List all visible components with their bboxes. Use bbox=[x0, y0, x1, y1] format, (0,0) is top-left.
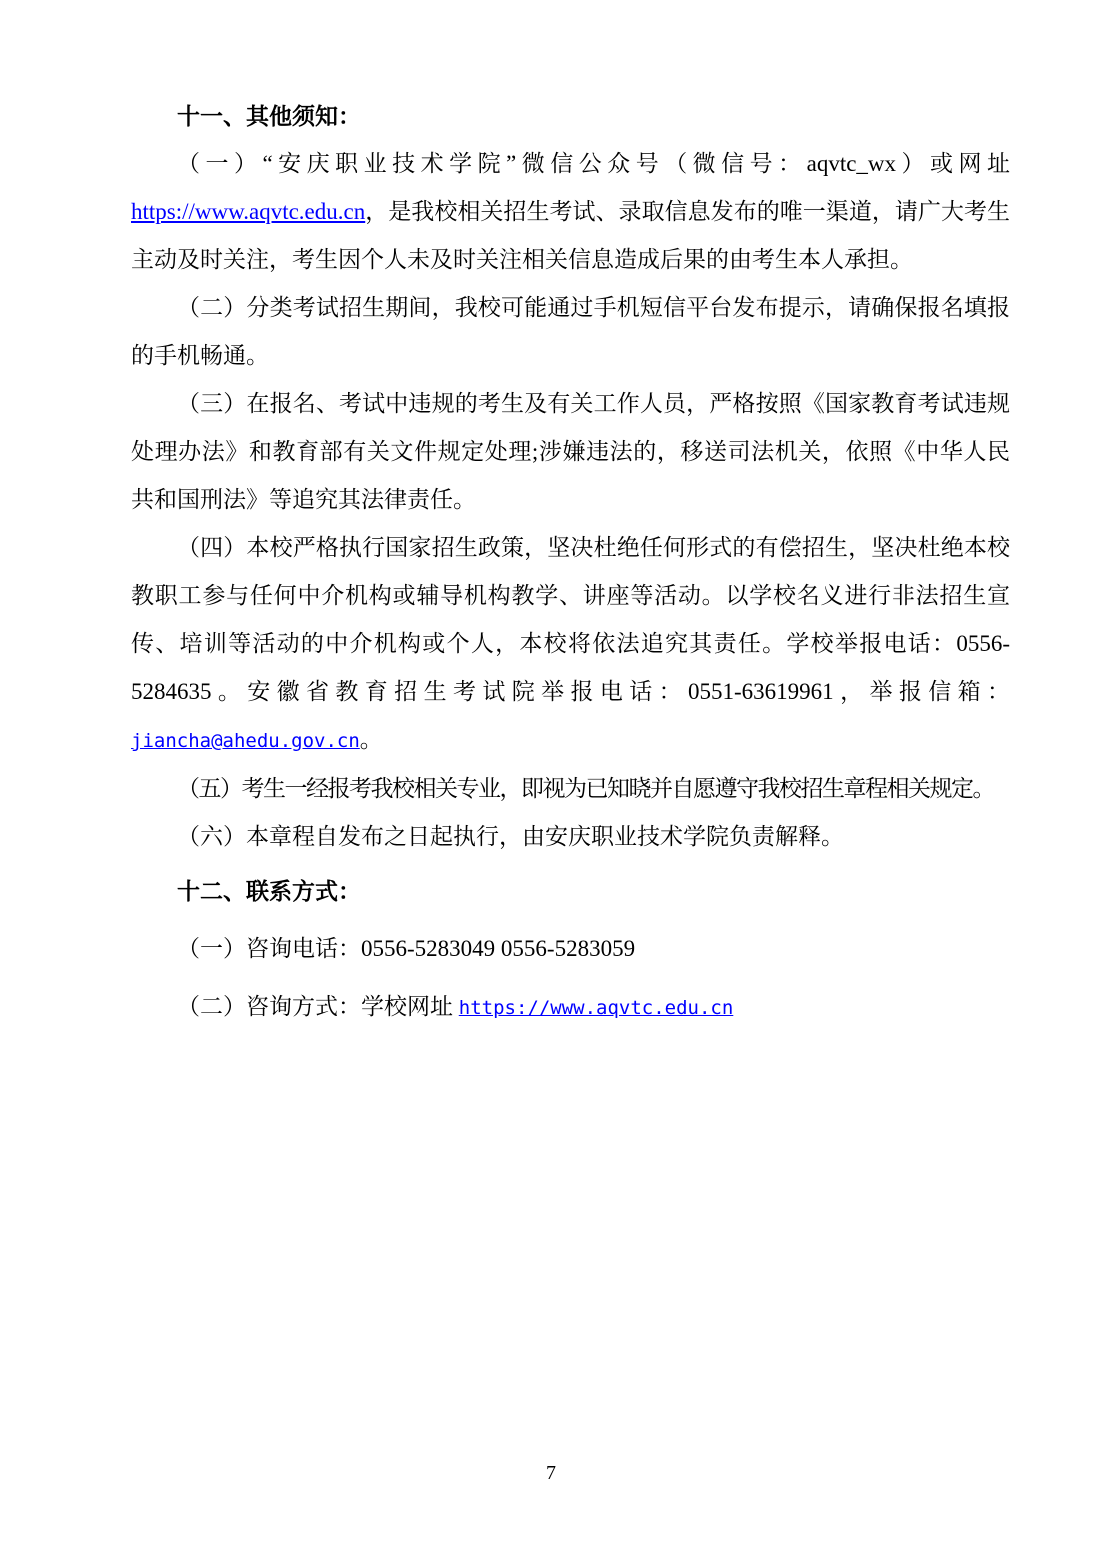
paragraph-violation-handling: （三）在报名、考试中违规的考生及有关工作人员，严格按照《国家教育考试违规处理办法》和教育部有关文件规定处理;涉嫌违法的，移送司法机关，依照《中华人民共和国刑法》等追究其法律责任。 bbox=[131, 391, 1010, 512]
report-email-link[interactable]: jiancha@ahedu.gov.cn bbox=[131, 730, 360, 752]
paragraph-anti-fraud bbox=[131, 524, 1010, 765]
section-heading-contact: 十二、联系方式： bbox=[177, 878, 361, 904]
paragraph-sms-notice: （二）分类考试招生期间，我校可能通过手机短信平台发布提示，请确保报名填报的手机畅通。 bbox=[131, 295, 1010, 368]
paragraph-wechat-channel-text-pre: （一）“安庆职业技术学院”微信公众号（微信号：aqvtc_wx）或网址 bbox=[177, 151, 1010, 176]
section-heading-other-notes: 十一、其他须知： bbox=[177, 103, 361, 129]
contact-website-label: （二）咨询方式：学校网址 bbox=[177, 994, 459, 1019]
document-body bbox=[131, 92, 1010, 1032]
school-website-link[interactable]: https://www.aqvtc.edu.cn bbox=[131, 199, 366, 224]
contact-website-link[interactable]: https://www.aqvtc.edu.cn bbox=[458, 997, 734, 1019]
paragraph-anti-fraud-text-pre: （四）本校严格执行国家招生政策，坚决杜绝任何形式的有偿招生，坚决杜绝本校教职工参与任何中介机构或辅导机构教学、讲座等活动。以学校名义进行非法招生宣传、培训等活动的中介机构或个人，本校将依法追究其责任。学校举报电话：0556-5284635。安徽省教育招生考试院举报电话：0551-63619961，举报信箱： bbox=[131, 535, 1010, 704]
paragraph-anti-fraud-text-post: 。 bbox=[359, 727, 383, 752]
paragraph-agreement-notice: （五）考生一经报考我校相关专业，即视为已知晓并自愿遵守我校招生章程相关规定。 bbox=[177, 776, 994, 801]
paragraph-effective-date: （六）本章程自发布之日起执行，由安庆职业技术学院负责解释。 bbox=[177, 824, 844, 849]
contact-phone-line: （一）咨询电话：0556-5283049 0556-5283059 bbox=[177, 936, 636, 961]
contact-website-line bbox=[131, 983, 1010, 1032]
paragraph-wechat-channel-text-post: ，是我校相关招生考试、录取信息发布的唯一渠道，请广大考生主动及时关注，考生因个人未及时关注相关信息造成后果的由考生本人承担。 bbox=[131, 199, 1010, 272]
paragraph-wechat-channel bbox=[131, 140, 1010, 284]
page-number: 7 bbox=[546, 1462, 556, 1484]
